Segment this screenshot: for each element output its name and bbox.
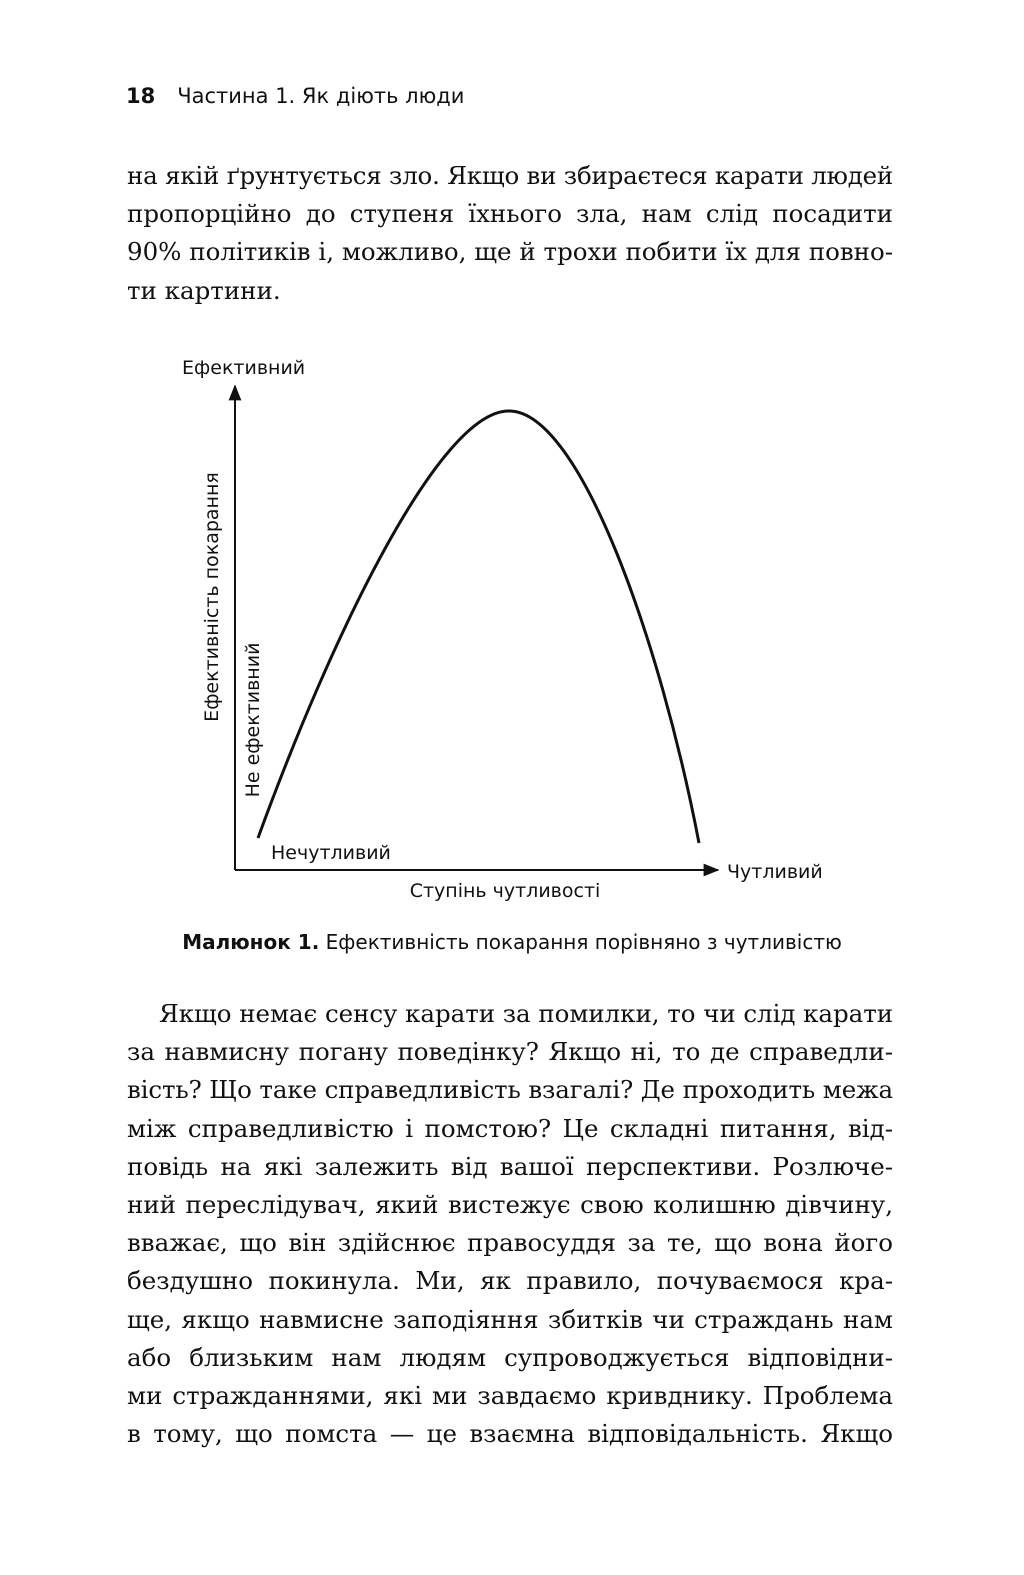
figure-diagram [0, 340, 1024, 940]
x-axis-title: Ступінь чутливості [409, 880, 601, 902]
text-line: ний переслідувач, який вистежує свою колишню дівчину, [127, 1189, 893, 1219]
page-header [126, 84, 464, 116]
x-right-label: Чутливий [727, 861, 823, 883]
text-line: повідь на які залежить від вашої перспективи. Розлюче- [127, 1151, 893, 1181]
text-line: або близьким нам людям супроводжується відповідни- [127, 1342, 893, 1372]
text-line: пропорційно до ступеня їхнього зла, нам слід посадити [127, 199, 893, 229]
y-axis-title: Ефективність покарання [201, 472, 223, 722]
y-bottom-label: Не ефективний [242, 642, 264, 798]
text-line: вважає, що він здійснює правосуддя за те, що вона його [127, 1228, 893, 1258]
text-line: вість? Що таке справедливість взагалі? Де проходить межа [127, 1075, 893, 1105]
figure-svg [0, 340, 1024, 940]
text-line: ми стражданнями, які ми завдаємо кривднику. Проблема [127, 1380, 893, 1410]
text-line: бездушно покинула. Ми, як правило, почуваємося кра- [127, 1266, 893, 1296]
text-line: в тому, що помста — це взаємна відповідальність. Якщо [127, 1419, 893, 1449]
effectiveness-curve [258, 411, 699, 843]
text-line: ти картини. [127, 275, 281, 305]
text-line: 90% політиків і, можливо, ще й трохи побити їх для повно- [127, 237, 893, 267]
caption-lead: Малюнок 1. [182, 930, 320, 954]
x-left-label: Нечутливий [271, 842, 391, 864]
figure-caption [0, 930, 1024, 954]
paragraph-1 [127, 157, 893, 310]
text-line: за навмисну погану поведінку? Якщо ні, то де справедли- [127, 1037, 893, 1067]
caption-text: Ефективність покарання порівняно з чутливістю [319, 930, 842, 954]
text-line: Якщо немає сенсу карати за помилки, то чи слід карати [159, 999, 893, 1028]
text-line: між справедливістю і помстою? Це складні питання, від- [127, 1113, 893, 1143]
page-number: 18 [126, 84, 156, 108]
paragraph-2 [127, 995, 893, 1453]
y-top-label: Ефективний [182, 357, 306, 379]
text-line: на якій ґрунтується зло. Якщо ви збираєтеся карати людей [127, 161, 893, 190]
running-head: Частина 1. Як діють люди [177, 84, 465, 108]
text-line: ще, якщо навмисне заподіяння збитків чи страждань нам [127, 1304, 893, 1334]
